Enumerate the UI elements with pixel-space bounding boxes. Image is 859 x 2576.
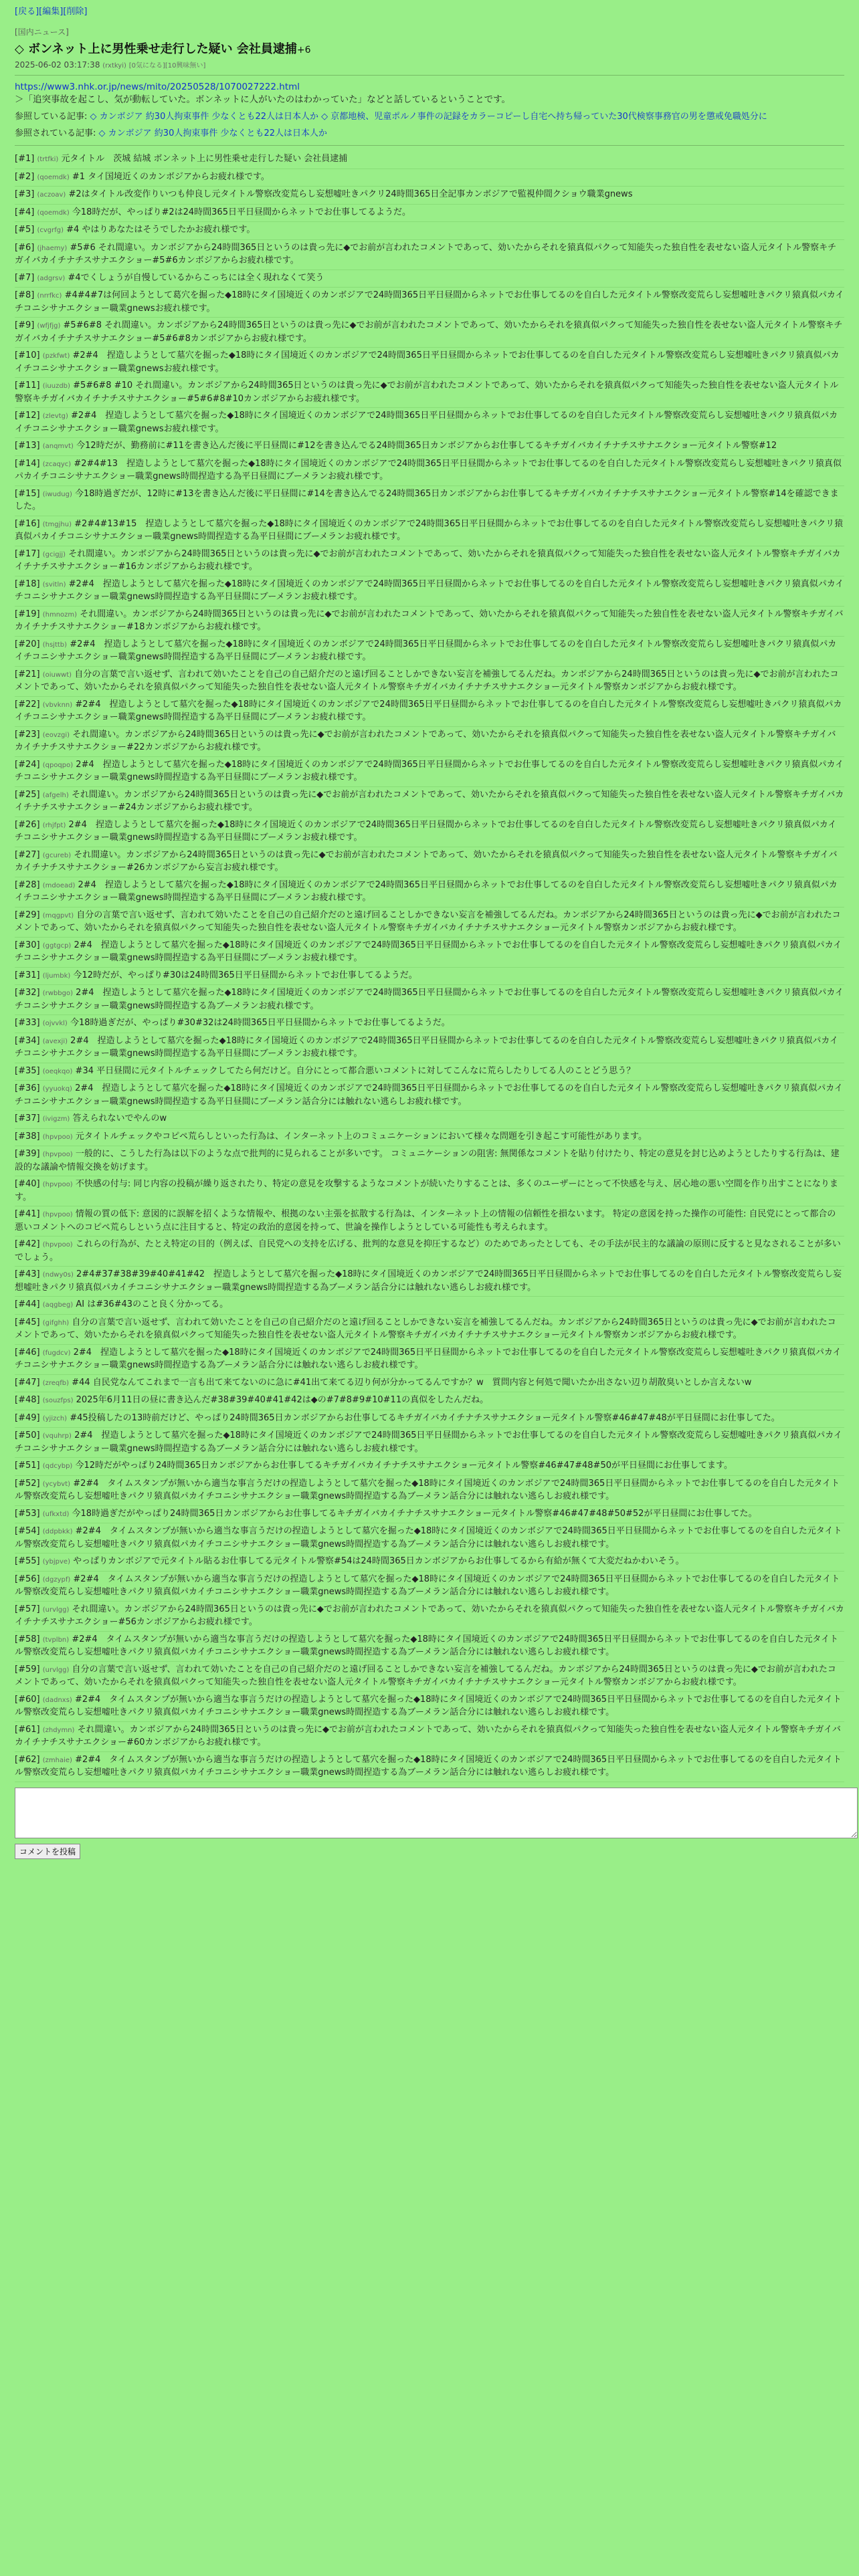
comment-number[interactable]: [#13] bbox=[15, 441, 40, 451]
comment-id: (hsjttb) bbox=[42, 641, 68, 649]
comment-text: 2#4 捏造しようとして墓穴を掘った◆18時にタイ国境近くのカンボジアで24時間365日平日昼間からネットでお仕事してるのを自白した元タイトル警察改変荒らし妄想嘘吐きパクリ猿真似パカイチコニシサナエクショー職業gnews時間捏造する為平日昼間にブーメランお疲れ様です。 bbox=[15, 759, 844, 782]
comment-id: (yyuokq) bbox=[42, 1085, 72, 1093]
comment-text: 不快感の付与: 同じ内容の投稿が繰り返されたり、特定の意見を攻撃するようなコメントが続いたりすることは、多くのユーザーにとって不快感を与え、居心地の悪い空間を作り出すことになります。 bbox=[15, 1179, 838, 1202]
top-links bbox=[15, 4, 844, 17]
comment-number[interactable]: [#15] bbox=[15, 488, 40, 499]
comment-text: #2#4#13#15 捏造しようとして墓穴を掘った◆18時にタイ国境近くのカンボジアで24時間365日平日昼間からネットでお仕事してるのを自白した元タイトル警察改変荒らし妄想嘘吐きパクリ猿真似パカイチコニシサナエクショー職業gnews時間捏造する為平日昼間にブーメランお疲れ様です。 bbox=[15, 518, 844, 542]
comment-text: 答えられないでやんのw bbox=[72, 1113, 167, 1123]
comment-item bbox=[15, 1428, 844, 1458]
comment-id: (iuuzdb) bbox=[42, 383, 70, 390]
comment-number[interactable]: [#28] bbox=[15, 879, 40, 890]
comment-item bbox=[15, 697, 844, 727]
comment-text: 今18時過ぎだがやっぱり24時間365日カンボジアからお仕事してるキチガイバカイチナチスサナエクショー元タイトル警察#46#47#48#50#52が平日昼間にお仕事してた。 bbox=[72, 1508, 757, 1519]
comment-item bbox=[15, 1662, 844, 1692]
comment-text: #2#4 タイムスタンプが無いから適当な事言うだけの捏造しようとして墓穴を掘った◆18時にタイ国境近くのカンボジアで24時間365日平日昼間からネットでお仕事してるのを自白した元タイトル警察改変荒らし妄想嘘吐きパクリ猿真似パカイチコニシサナエクショー職業gnews時間捏造する為ブーメラン話合分には触れない逃らしお疲れ様です。 bbox=[15, 1526, 842, 1549]
comment-number[interactable]: [#34] bbox=[15, 1035, 40, 1046]
comment-text: #2#4 捏造しようとして墓穴を掘った◆18時にタイ国境近くのカンボジアで24時間365日平日昼間からネットでお仕事してるのを自白した元タイトル警察改変荒らし妄想嘘吐きパクリ猿真似パカイチコニシサナエクショー職業gnews時間捏造する為平日昼間にブーメランお疲れ様です。 bbox=[15, 699, 842, 722]
comment-text: それ間違い。カンボジアから24時間365日というのは貴っ先に◆でお前が言われたコメントであって、効いたからそれを猿真似パクって知能失った独自性を表せない盗人元タイトル警察キチガイバカイチナチスサナエクショー#16カンボジアからお疲れ様です。 bbox=[15, 548, 841, 572]
comment-text: 今12時だがやっぱり24時間365日カンボジアからお仕事してるキチガイバカイチナチスサナエクショー元タイトル警察#46#47#48#50が平日昼間にお仕事してます。 bbox=[75, 1461, 733, 1471]
comment-number[interactable]: [#48] bbox=[15, 1395, 40, 1405]
comment-item bbox=[15, 1410, 844, 1428]
article-title bbox=[15, 41, 844, 58]
ref1-links[interactable]: ◇ カンボジア 約30人拘束事件 少なくとも22人は日本人か ◇ 京都地検、児童ポルノ事件の記録をカラーコピーし自宅へ持ち帰っていた30代検察事務官の男を懲戒免職処分に bbox=[90, 112, 767, 122]
comment-number[interactable]: [#29] bbox=[15, 909, 40, 920]
comment-id: (yjizch) bbox=[42, 1414, 68, 1422]
comment-text: 2#4 捏造しようとして墓穴を掘った◆18時にタイ国境近くのカンボジアで24時間365日平日昼間からネットでお仕事してるのを自白した元タイトル警察改変荒らし妄想嘘吐きパクリ猿真似パカイチコニシサナエクショー職業gnews時間捏造する為平日昼間にブーメランお疲れ様です。 bbox=[15, 819, 837, 843]
comment-id: (qoemdk) bbox=[37, 173, 70, 181]
comment-text: #5#6#8 それ間違い。カンボジアから24時間365日というのは貴っ先に◆でお前が言われたコメントであって、効いたからそれを猿真似パクって知能失った独自性を表せない盗人元タイトル警察キチガイバカイチナチスサナエクショー#5#6#8カンボジアからお疲れ様です。 bbox=[15, 320, 843, 344]
comment-text: 2#4 捏造しようとして墓穴を掘った◆18時にタイ国境近くのカンボジアで24時間365日平日昼間からネットでお仕事してるのを自白した元タイトル警察改変荒らし妄想嘘吐きパクリ猿真似パカイチコニシサナエクショー職業gnews時間捏造する為平日昼間にブーメラン話合分には触れない逃らしお疲れ様です。 bbox=[15, 1083, 843, 1107]
comment-number[interactable]: [#39] bbox=[15, 1149, 40, 1159]
comment-text: #5#6#8 #10 それ間違い。カンボジアから24時間365日というのは貴っ先に◆でお前が言われたコメントであって、効いたからそれを猿真似パクって知能失った独自性を表せない盗人元タイトル警察キチガイバカイチナチスサナエクショー#5#6#8#10カンボジアからお疲れ様です。 bbox=[15, 381, 839, 404]
comment-text: #4でくしょうが自慢しているからこっちには全く現れなくて笑う bbox=[68, 272, 324, 283]
comment-text: #44 自民党なんてこれまで一言も出て来てないのに急に#41出て来てる辺り何が分かってるんですか？w 質問内容と何処で聞いたか出さない辺り胡散臭いとしか言えないw bbox=[72, 1377, 752, 1388]
comment-item bbox=[15, 1267, 844, 1297]
comment-id: (hmnozm) bbox=[42, 611, 78, 619]
comment-number[interactable]: [#36] bbox=[15, 1083, 40, 1093]
comment-text: #2はタイトル改変作りいつも仲良し元タイトル警察改変荒らし妄想嘘吐きパクリ24時間365日全記事カンボジアで監視仲間クショウ職業gnews bbox=[68, 189, 633, 199]
comment-item bbox=[15, 907, 844, 938]
comment-number[interactable]: [#22] bbox=[15, 699, 40, 710]
comment-id: (fugdcv) bbox=[42, 1349, 71, 1357]
comment-id: (wfjfjg) bbox=[37, 322, 61, 330]
comment-number[interactable]: [#57] bbox=[15, 1604, 40, 1614]
comment-text: 2#4 捏造しようとして墓穴を掘った◆18時にタイ国境近くのカンボジアで24時間365日平日昼間からネットでお仕事してるのを自白した元タイトル警察改変荒らし妄想嘘吐きパクリ猿真似パカイチコニシサナエクショー職業gnews時間捏造する為平日昼間にブーメランお疲れ様です。 bbox=[15, 940, 842, 963]
comment-number[interactable]: [#50] bbox=[15, 1430, 40, 1440]
back-link[interactable]: [戻る] bbox=[15, 7, 39, 17]
comment-item bbox=[15, 607, 844, 637]
comment-number[interactable]: [#6] bbox=[15, 242, 35, 253]
comment-number[interactable]: [#3] bbox=[15, 189, 35, 199]
comment-item bbox=[15, 187, 844, 205]
comment-text: #5#6 それ間違い。カンボジアから24時間365日というのは貴っ先に◆でお前が言われたコメントであって、効いたからそれを猿真似パクって知能失った独自性を表せない盗人元タイトル警察キチガイバカイチナチスサナエクショー#5#6カンボジアからお疲れ様です。 bbox=[15, 242, 837, 265]
comment-id: (tvplbn) bbox=[42, 1636, 70, 1644]
comment-number[interactable]: [#17] bbox=[15, 548, 40, 559]
comment-item bbox=[15, 456, 844, 486]
post-date: 2025-06-02 03:17:38 bbox=[15, 60, 100, 70]
comment-id: (urvlgg) bbox=[42, 1606, 70, 1614]
not-interest-count[interactable]: [10興味無い] bbox=[165, 62, 206, 70]
comment-text: 今18時過ぎだが、やっぱり#30#32は24時間365日平日昼間からネットでお仕事してるようだ。 bbox=[70, 1018, 450, 1028]
comment-item bbox=[15, 1692, 844, 1722]
comment-number[interactable]: [#38] bbox=[15, 1131, 40, 1142]
comment-number[interactable]: [#59] bbox=[15, 1664, 40, 1675]
comment-id: (hpvpoo) bbox=[42, 1211, 73, 1218]
comment-text: 情報の質の低下: 意図的に誤解を招くような情報や、根拠のない主張を拡散する行為は、インターネット上の情報の信頼性を損ないます。 特定の意図を持った操作の可能性: 自民党にとって都合の悪いコメントへのコピペ荒らしという点に注目すると、特定の政治的意図を持って、世論を操作しようとしている可能性も考えられます。 bbox=[15, 1209, 836, 1232]
comment-number[interactable]: [#20] bbox=[15, 639, 40, 649]
comment-text: #2#4 タイムスタンプが無いから適当な事言うだけの捏造しようとして墓穴を掘った◆18時にタイ国境近くのカンボジアで24時間365日平日昼間からネットでお仕事してるのを自白した元タイトル警察改変荒らし妄想嘘吐きパクリ猿真似パカイチコニシサナエクショー職業gnews時間捏造する為ブーメラン話合分には触れない逃らしお疲れ様です。 bbox=[15, 1754, 842, 1778]
comment-item bbox=[15, 378, 844, 408]
comment-item bbox=[15, 1752, 844, 1782]
comment-text: それ間違い。カンボジアから24時間365日というのは貴っ先に◆でお前が言われたコメントであって、効いたからそれを猿真似パクって知能失った独自性を表せない盗人元タイトル警察キチガイバカイチナチスサナエクショー#26カンボジアから妄言お疲れ様です。 bbox=[15, 849, 838, 873]
comment-text: #45投稿したの13時前だけど、やっぱり24時間365日カンボジアからお仕事してるキチガイバカイチナチスサナエクショー元タイトル警察#46#47#48が平日昼間にお仕事してた。 bbox=[70, 1412, 780, 1423]
comment-number[interactable]: [#4] bbox=[15, 207, 35, 217]
comment-item bbox=[15, 1081, 844, 1111]
comment-id: (svitln) bbox=[42, 580, 66, 588]
comment-id: (ybjpve) bbox=[42, 1558, 70, 1566]
comment-text: 元タイトルチェックやコピペ荒らしといった行為は、インターネット上のコミュニケーションにおいて様々な問題を引き起こす可能性があります。 bbox=[75, 1131, 647, 1142]
comment-id: (aqgbeg) bbox=[42, 1301, 74, 1309]
comment-item bbox=[15, 151, 844, 169]
comment-id: (ojvvkl) bbox=[42, 1020, 68, 1027]
comment-item bbox=[15, 516, 844, 546]
comment-item bbox=[15, 787, 844, 817]
comment-item bbox=[15, 1206, 844, 1237]
comment-number[interactable]: [#37] bbox=[15, 1113, 40, 1123]
comment-number[interactable]: [#55] bbox=[15, 1556, 40, 1566]
comment-id: (pzkfwt) bbox=[42, 352, 70, 360]
comment-text: 2#4 捏造しようとして墓穴を掘った◆18時にタイ国境近くのカンボジアで24時間365日平日昼間からネットでお仕事してるのを自白した元タイトル警察改変荒らし妄想嘘吐きパクリ猿真似パカイチコニシサナエクショー職業gnews時間捏造する為平日昼間にブーメランお疲れ様です。 bbox=[15, 879, 838, 903]
comment-id: (tmgjhu) bbox=[42, 520, 72, 528]
comment-item bbox=[15, 288, 844, 318]
comment-item bbox=[15, 877, 844, 907]
referenced-articles bbox=[15, 110, 844, 123]
comment-item bbox=[15, 985, 844, 1015]
comment-list bbox=[15, 151, 844, 1782]
comment-number[interactable]: [#16] bbox=[15, 518, 40, 529]
article-meta bbox=[15, 60, 844, 70]
comment-number[interactable]: [#45] bbox=[15, 1317, 40, 1327]
poster-id: (rxtkyi) bbox=[102, 62, 126, 70]
comment-text: それ間違い。カンボジアから24時間365日というのは貴っ先に◆でお前が言われたコメントであって、効いたからそれを猿真似パクって知能失った独自性を表せない盗人元タイトル警察キチガイバカイチナチスサナエクショー#60カンボジアからお疲れ様です。 bbox=[15, 1724, 841, 1747]
comment-id: (ndwy0s) bbox=[42, 1271, 74, 1279]
comment-text: #2#4 タイムスタンプが無いから適当な事言うだけの捏造しようとして墓穴を掘った◆18時にタイ国境近くのカンボジアで24時間365日平日昼間からネットでお仕事してるのを自白した元タイトル警察改変荒らし妄想嘘吐きパクリ猿真似パカイチコニシサナエクショー職業gnews時間捏造する為ブーメラン話合分には触れない逃らしお疲れ様です。 bbox=[15, 1478, 840, 1501]
comment-id: (zcaqyc) bbox=[42, 460, 72, 468]
comment-id: (gcigjj) bbox=[42, 550, 66, 558]
comment-number[interactable]: [#53] bbox=[15, 1508, 40, 1519]
comment-item bbox=[15, 1375, 844, 1393]
comment-id: (mdoead) bbox=[42, 881, 76, 889]
interest-count[interactable]: [0気になる] bbox=[128, 62, 165, 70]
comment-text: 今18時だが、やっぱり#2は24時間365日平日昼間からネットでお仕事してるようだ。 bbox=[72, 207, 411, 217]
comment-number[interactable]: [#8] bbox=[15, 290, 35, 300]
comment-id: (ddpbkk) bbox=[42, 1528, 73, 1535]
comment-item bbox=[15, 1458, 844, 1476]
comment-id: (dgzypf) bbox=[42, 1576, 71, 1584]
comment-item bbox=[15, 546, 844, 576]
comment-item bbox=[15, 240, 844, 270]
comment-item bbox=[15, 408, 844, 438]
comment-id: (zhdymn) bbox=[42, 1726, 75, 1734]
comment-number[interactable]: [#54] bbox=[15, 1526, 40, 1536]
comment-item bbox=[15, 486, 844, 516]
comment-item bbox=[15, 727, 844, 757]
comment-text: 自分の言葉で言い返せず、言われて効いたことを自己の自己紹介だのと遠げ回ることしかできない妄言を補強してるんだね。カンボジアから24時間365日というのは貴っ先に◆でお前が言われたコメントであって、効いたからそれを猿真似パクって知能失った独自性を表せない盗人元タイトル警察キチガイバカイチナチスサナエクショー元タイトル警察カンボジアからお疲れ様です。 bbox=[15, 1317, 836, 1340]
comment-number[interactable]: [#14] bbox=[15, 458, 40, 469]
comment-id: (nrrfkc) bbox=[37, 292, 62, 300]
comment-text: #34 平日昼間に元タイトルチェックしてたら何だけど。自分にとって都合悪いコメントに対してこんなに荒らしたりしてる人のことどう思う？ bbox=[75, 1065, 636, 1076]
comment-id: (ycybvt) bbox=[42, 1480, 71, 1488]
comment-id: (ivigzm) bbox=[42, 1115, 70, 1123]
comment-text: #2#4 タイムスタンプが無いから適当な事言うだけの捏造しようとして墓穴を掘った◆18時にタイ国境近くのカンボジアで24時間365日平日昼間からネットでお仕事してるのを自白した元タイトル警察改変荒らし妄想嘘吐きパクリ猿真似パカイチコニシサナエクショー職業gnews時間捏造する為ブーメラン話合分には触れない逃らしお疲れ様です。 bbox=[15, 1694, 842, 1717]
comment-item bbox=[15, 968, 844, 986]
comment-text: これらの行為が、たとえ特定の目的（例えば、自民党への支持を広げる、批判的な意見を抑圧するなど）のためであったとしても、その手法が民主的な議論の原則に反すると見なされることが多いでしょう。 bbox=[15, 1239, 841, 1263]
comment-id: (trtfki) bbox=[37, 156, 59, 163]
comment-text: それ間違い。カンボジアから24時間365日というのは貴っ先に◆でお前が言われたコメントであって、効いたからそれを猿真似パクって知能失った独自性を表せない盗人元タイトル警察キチガイバカイチナチスサナエクショー#56カンボジアからお疲れ様です。 bbox=[15, 1604, 844, 1627]
comment-id: (qoemdk) bbox=[37, 209, 70, 217]
comment-number[interactable]: [#33] bbox=[15, 1018, 40, 1028]
comment-id: (zlevtg) bbox=[42, 413, 68, 420]
comment-number[interactable]: [#24] bbox=[15, 759, 40, 770]
comment-id: (gifghh) bbox=[42, 1319, 70, 1327]
divider bbox=[15, 75, 844, 76]
comment-text: それ間違い。カンボジアから24時間365日というのは貴っ先に◆でお前が言われたコメントであって、効いたからそれを猿真似パクって知能失った独自性を表せない盗人元タイトル警察キチガイバカイチナチスサナエクショー#22カンボジアからお疲れ様です。 bbox=[15, 729, 836, 752]
comment-item bbox=[15, 1111, 844, 1129]
comment-item bbox=[15, 1237, 844, 1267]
comment-number[interactable]: [#27] bbox=[15, 849, 40, 860]
comment-text: 自分の言葉で言い返せず、言われて効いたことを自己の自己紹介だのと遠げ回ることしかできない妄言を補強してるんだね。カンボジアから24時間365日というのは貴っ先に◆でお前が言われたコメントであって、効いたからそれを猿真似パクって知能失った独自性を表せない盗人元タイトル警察キチガイバカイチナチスサナエクショー元タイトル警察カンボジアからお疲れ様です。 bbox=[15, 909, 841, 933]
comment-text: 自分の言葉で言い返せず、言われて効いたことを自己の自己紹介だのと遠げ回ることしかできない妄言を補強してるんだね。カンボジアから24時間365日というのは貴っ先に◆でお前が言われたコメントであって、効いたからそれを猿真似パクって知能失った独自性を表せない盗人元タイトル警察キチガイバカイチナチスサナエクショー元タイトル警察カンボジアからお疲れ様です。 bbox=[15, 1664, 836, 1687]
comment-id: (souzfps) bbox=[42, 1397, 74, 1404]
comment-id: (afgelh) bbox=[42, 791, 69, 799]
comment-text: 今12時だが、勤務前に#11を書き込んだ後に平日昼間に#12を書き込んでる24時間365日カンボジアからお仕事してるキチガイバカイチナチスサナエクショー元タイトル警察#12 bbox=[76, 441, 777, 451]
comment-text: 2#4 捏造しようとして墓穴を掘った◆18時にタイ国境近くのカンボジアで24時間365日平日昼間からネットでお仕事してるのを自白した元タイトル警察改変荒らし妄想嘘吐きパクリ猿真似パカイチコニシサナエクショー職業gnews時間捏造する為ブーメラン話合分には触れない逃らしお疲れ様です。 bbox=[15, 1347, 842, 1370]
comment-text: 自分の言葉で言い返せず、言われて効いたことを自己の自己紹介だのと遠げ回ることしかできない妄言を補強してるんだね。カンボジアから24時間365日というのは貴っ先に◆でお前が言われたコメントであって、効いたからそれを猿真似パクって知能失った独自性を表せない盗人元タイトル警察キチガイバカイチナチスサナエクショー元タイトル警察カンボジアからお疲れ様です。 bbox=[15, 669, 839, 692]
comment-number[interactable]: [#52] bbox=[15, 1478, 40, 1489]
comment-number[interactable]: [#26] bbox=[15, 819, 40, 830]
comment-id: (rhjfpt) bbox=[42, 821, 66, 829]
comment-number[interactable]: [#5] bbox=[15, 225, 35, 235]
comment-text: 2#4#37#38#39#40#41#42 捏造しようとして墓穴を掘った◆18時にタイ国境近くのカンボジアで24時間365日平日昼間からネットでお仕事してるのを自白した元タイトル警察改変荒らし妄想嘘吐きパクリ猿真似パカイチコニシサナエクショー職業gnews時間捏造する為ブーメラン話合分には触れない逃らしお疲れ様です。 bbox=[15, 1269, 842, 1293]
comment-item bbox=[15, 1632, 844, 1662]
comment-item bbox=[15, 205, 844, 223]
comment-text: AI は#36#43のこと良く分かってる。 bbox=[76, 1299, 229, 1309]
comment-id: (rwbbgo) bbox=[42, 990, 73, 997]
comment-item bbox=[15, 1129, 844, 1147]
comment-item bbox=[15, 438, 844, 456]
comment-text: 元タイトル 茨城 結城 ボンネット上に男性乗せ走行した疑い 会社員逮捕 bbox=[61, 154, 348, 164]
comment-id: (hpvpoo) bbox=[42, 1241, 73, 1249]
comment-number[interactable]: [#12] bbox=[15, 411, 40, 421]
comment-item bbox=[15, 1392, 844, 1410]
comment-text: #2#4 捏造しようとして墓穴を掘った◆18時にタイ国境近くのカンボジアで24時間365日平日昼間からネットでお仕事してるのを自白した元タイトル警察改変荒らし妄想嘘吐きパクリ猿真似パカイチコニシサナエクショー職業gnewsお疲れ様です。 bbox=[15, 411, 838, 434]
comment-number[interactable]: [#1] bbox=[15, 154, 35, 164]
comment-item bbox=[15, 1722, 844, 1752]
comment-item bbox=[15, 1476, 844, 1506]
comment-id: (hpvpoo) bbox=[42, 1151, 73, 1158]
comment-number[interactable]: [#10] bbox=[15, 350, 40, 360]
comment-number[interactable]: [#44] bbox=[15, 1299, 40, 1309]
comment-item bbox=[15, 1602, 844, 1632]
comment-number[interactable]: [#23] bbox=[15, 729, 40, 740]
comment-id: (vquhrp) bbox=[42, 1432, 72, 1440]
comment-number[interactable]: [#21] bbox=[15, 669, 40, 679]
comment-item bbox=[15, 1315, 844, 1345]
comment-item bbox=[15, 817, 844, 847]
comment-id: (zmhaie) bbox=[42, 1756, 72, 1764]
comment-text: やっぱりカンボジアで元タイトル貼るお仕事してる元タイトル警察#54は24時間365日カンボジアからお仕事してるから有給が無くて大変だねかわいそう。 bbox=[73, 1556, 684, 1566]
comment-number[interactable]: [#7] bbox=[15, 272, 35, 283]
comment-number[interactable]: [#47] bbox=[15, 1377, 40, 1388]
comment-id: (iwudug) bbox=[42, 490, 72, 498]
comment-text: それ間違い。カンボジアから24時間365日というのは貴っ先に◆でお前が言われたコメントであって、効いたからそれを猿真似パクって知能失った独自性を表せない盗人元タイトル警察キチガイバカイチナチスサナエクショー#24カンボジアからお疲れ様です。 bbox=[15, 789, 844, 813]
delete-link[interactable]: [削除] bbox=[63, 7, 88, 17]
comment-number[interactable]: [#32] bbox=[15, 988, 40, 998]
divider bbox=[15, 145, 844, 146]
comment-item bbox=[15, 667, 844, 697]
comment-number[interactable]: [#42] bbox=[15, 1239, 40, 1249]
comment-number[interactable]: [#49] bbox=[15, 1412, 40, 1423]
comment-text: 2025年6月11日の昼に書き込んだ#38#39#40#41#42は◆の#7#8#9#10#11の真似をしたんだね。 bbox=[76, 1395, 489, 1405]
comment-item bbox=[15, 757, 844, 787]
comment-id: (jhaemy) bbox=[37, 244, 68, 252]
comment-text: それ間違い。カンボジアから24時間365日というのは貴っ先に◆でお前が言われたコメントであって、効いたからそれを猿真似パクって知能失った独自性を表せない盗人元タイトル警察キチガイバカイチナチスサナエクショー#18カンボジアからお疲れ様です。 bbox=[15, 609, 844, 632]
comment-text: #4#4#7は何回ようとして葛穴を掘った◆18時にタイ国境近くのカンボジアで24時間365日平日昼間からネットでお仕事してるのを自白した元タイトル警察改変荒らし妄想嘘吐きパクリ猿真似パカイチコニシサナエクショー職業gnewsお疲れ様です。 bbox=[15, 290, 844, 314]
comment-text: #2#4#13 捏造しようとして墓穴を掘った◆18時にタイ国境近くのカンボジアで24時間365日平日昼間からネットでお仕事してるのを自白した元タイトル警察改変荒らし妄想嘘吐きパクリ猿真似パカイチコニシサナエクショー職業gnews時間捏造する為平日昼間にブーメランお疲れ様です。 bbox=[15, 458, 842, 481]
comment-number[interactable]: [#61] bbox=[15, 1724, 40, 1735]
article-body bbox=[15, 81, 844, 140]
ref2-label: 参照されている記事: bbox=[15, 128, 96, 138]
comment-text: #2#4 捏造しようとして墓穴を掘った◆18時にタイ国境近くのカンボジアで24時間365日平日昼間からネットでお仕事してるのを自白した元タイトル警察改変荒らし妄想嘘吐きパクリ猿真似パカイチコニシサナエクショー職業gnewsお疲れ様です。 bbox=[15, 350, 840, 374]
comment-input[interactable] bbox=[15, 1788, 858, 1838]
comment-item bbox=[15, 1015, 844, 1033]
comment-item bbox=[15, 1033, 844, 1063]
title-text: ◇ ボンネット上に男性乗せ走行した疑い 会社員逮捕 bbox=[15, 42, 297, 56]
comment-item bbox=[15, 169, 844, 187]
comment-text: #1 タイ国境近くのカンボジアからお疲れ様です。 bbox=[72, 171, 270, 182]
comment-text: #2#4 タイムスタンプが無いから適当な事言うだけの捏造しようとして墓穴を掘った◆18時にタイ国境近くのカンボジアで24時間365日平日昼間からネットでお仕事してるのを自白した元タイトル警察改変荒らし妄想嘘吐きパクリ猿真似パカイチコニシサナエクショー職業gnews時間捏造する為ブーメラン話合分には触れない逃らしお疲れ様です。 bbox=[15, 1634, 839, 1657]
comment-item bbox=[15, 1523, 844, 1553]
comment-item bbox=[15, 847, 844, 877]
comment-item bbox=[15, 348, 844, 378]
comment-number[interactable]: [#31] bbox=[15, 970, 40, 980]
source-link[interactable]: https://www3.nhk.or.jp/news/mito/20250528/1070027222.html bbox=[15, 82, 300, 92]
comment-item bbox=[15, 222, 844, 240]
referencing-articles bbox=[15, 127, 844, 140]
ref1-label: 参照している記事: bbox=[15, 112, 88, 122]
comment-item bbox=[15, 938, 844, 968]
edit-link[interactable]: [編集] bbox=[39, 7, 64, 17]
comment-id: (qpoqpo) bbox=[42, 761, 74, 769]
comment-id: (hpvpoo) bbox=[42, 1181, 73, 1188]
comment-id: (aczoav) bbox=[37, 191, 66, 199]
comment-number[interactable]: [#18] bbox=[15, 578, 40, 589]
comment-id: (qdcybp) bbox=[42, 1463, 73, 1470]
comment-item bbox=[15, 1063, 844, 1081]
comment-id: (zreqfb) bbox=[42, 1379, 70, 1387]
comment-id: (dadnxs) bbox=[42, 1696, 72, 1704]
comment-number[interactable]: [#40] bbox=[15, 1179, 40, 1189]
comment-id: (eovzgi) bbox=[42, 731, 70, 739]
comment-text: #2#4 捏造しようとして墓穴を掘った◆18時にタイ国境近くのカンボジアで24時間365日平日昼間からネットでお仕事してるのを自白した元タイトル警察改変荒らし妄想嘘吐きパクリ猿真似パカイチコニシサナエクショー職業gnews時間捏造する為平日昼間にブーメランお疲れ様です。 bbox=[15, 578, 844, 602]
comment-item bbox=[15, 1297, 844, 1315]
comment-item bbox=[15, 1506, 844, 1524]
comment-id: (anqmvt) bbox=[42, 443, 74, 450]
comment-number[interactable]: [#11] bbox=[15, 381, 40, 391]
submit-comment-button[interactable]: コメントを投稿 bbox=[15, 1844, 80, 1859]
comment-number[interactable]: [#58] bbox=[15, 1634, 40, 1644]
comment-number[interactable]: [#41] bbox=[15, 1209, 40, 1219]
comment-id: (adgrsv) bbox=[37, 274, 66, 282]
comment-item bbox=[15, 637, 844, 667]
comment-number[interactable]: [#25] bbox=[15, 789, 40, 800]
comment-number[interactable]: [#9] bbox=[15, 320, 35, 330]
comment-id: (ufkxtd) bbox=[42, 1510, 70, 1518]
comment-number[interactable]: [#62] bbox=[15, 1754, 40, 1765]
comment-number[interactable]: [#60] bbox=[15, 1694, 40, 1705]
comment-number[interactable]: [#2] bbox=[15, 171, 35, 182]
comment-number[interactable]: [#46] bbox=[15, 1347, 40, 1358]
category-label: [国内ニュース] bbox=[15, 27, 69, 37]
comment-text: 2#4 捏造しようとして墓穴を掘った◆18時にタイ国境近くのカンボジアで24時間365日平日昼間からネットでお仕事してるのを自白した元タイトル警察改変荒らし妄想嘘吐きパクリ猿真似パカイチコニシサナエクショー職業gnews時間捏造する為ブーメラン話合分には触れない逃らしお疲れ様です。 bbox=[15, 1430, 842, 1454]
comment-item bbox=[15, 1176, 844, 1206]
article-quote: ＞「追突事故を起こし、気が動転していた。ボンネットに人がいたのはわかっていた」などと話しているということです。 bbox=[15, 94, 511, 105]
comment-id: (urvlgg) bbox=[42, 1666, 70, 1674]
comment-text: 今12時だが、やっぱり#30は24時間365日平日昼間からネットでお仕事してるようだ。 bbox=[73, 970, 417, 980]
comment-id: (cvgrfg) bbox=[37, 227, 64, 234]
comment-number[interactable]: [#56] bbox=[15, 1574, 40, 1584]
comment-text: #2#4 捏造しようとして墓穴を掘った◆18時にタイ国境近くのカンボジアで24時間365日平日昼間からネットでお仕事してるのを自白した元タイトル警察改変荒らし妄想嘘吐きパクリ猿真似パカイチコニシサナエクショー職業gnews時間捏造する為平日昼間にブーメランお疲れ様です。 bbox=[15, 639, 837, 662]
comment-id: (avexji) bbox=[42, 1037, 68, 1045]
comment-id: (mqgpvt) bbox=[42, 911, 74, 920]
comment-text: 2#4 捏造しようとして墓穴を掘った◆18時にタイ国境近くのカンボジアで24時間365日平日昼間からネットでお仕事してるのを自白した元タイトル警察改変荒らし妄想嘘吐きパクリ猿真似パカイチコニシサナエクショー職業gnews時間捏造する為ブーメランお疲れ様です。 bbox=[15, 988, 844, 1011]
comment-text: 2#4 捏造しようとして墓穴を掘った◆18時にタイ国境近くのカンボジアで24時間365日平日昼間からネットでお仕事してるのを自白した元タイトル警察改変荒らし妄想嘘吐きパクリ猿真似パカイチコニシサナエクショー職業gnews時間捏造する為平日昼間にブーメランお疲れ様です。 bbox=[15, 1035, 838, 1059]
comment-item bbox=[15, 1146, 844, 1176]
comment-number[interactable]: [#43] bbox=[15, 1269, 40, 1279]
comment-text: 一般的に、こうした行為は以下のような点で批判的に見られることが多いです。 コミュニケーションの阻害: 無関係なコメントを貼り付けたり、特定の意見を封じ込めようとしたりする行為は、建設的な議論や情報交換を妨げます。 bbox=[15, 1149, 840, 1172]
comment-number[interactable]: [#30] bbox=[15, 940, 40, 950]
comment-text: #2#4 タイムスタンプが無いから適当な事言うだけの捏造しようとして墓穴を掘った◆18時にタイ国境近くのカンボジアで24時間365日平日昼間からネットでお仕事してるのを自白した元タイトル警察改変荒らし妄想嘘吐きパクリ猿真似パカイチコニシサナエクショー職業gnews時間捏造する為ブーメラン話合分には触れない逃らしお疲れ様です。 bbox=[15, 1574, 840, 1597]
comment-id: (oiuwwt) bbox=[42, 671, 72, 679]
comment-id: (hpvpoo) bbox=[42, 1133, 73, 1141]
comment-number[interactable]: [#35] bbox=[15, 1065, 40, 1076]
comment-item bbox=[15, 270, 844, 288]
comment-item bbox=[15, 1572, 844, 1602]
comment-id: (gcureb) bbox=[42, 851, 72, 859]
comment-id: (vbvknn) bbox=[42, 701, 73, 709]
comment-item bbox=[15, 576, 844, 607]
comment-number[interactable]: [#51] bbox=[15, 1461, 40, 1471]
comment-number[interactable]: [#19] bbox=[15, 609, 40, 619]
comment-item bbox=[15, 1553, 844, 1572]
comment-item bbox=[15, 318, 844, 348]
comment-id: (ljumbk) bbox=[42, 972, 71, 980]
comment-text: 今18時過ぎだが、12時に#13を書き込んだ後に平日昼間に#14を書き込んでる24時間365日カンボジアからお仕事してるキチガイバカイチナチスサナエクショー元タイトル警察#14を確認できました。 bbox=[15, 488, 839, 512]
comment-id: (ggtgcp) bbox=[42, 942, 72, 950]
comment-text: #4 やはりあなたはそうでしたかお疲れ様です。 bbox=[66, 225, 256, 235]
score: +6 bbox=[296, 45, 311, 56]
comment-id: (oeqkqo) bbox=[42, 1067, 73, 1075]
ref2-links[interactable]: ◇ カンボジア 約30人拘束事件 少なくとも22人は日本人か bbox=[98, 128, 328, 138]
comment-item bbox=[15, 1345, 844, 1375]
